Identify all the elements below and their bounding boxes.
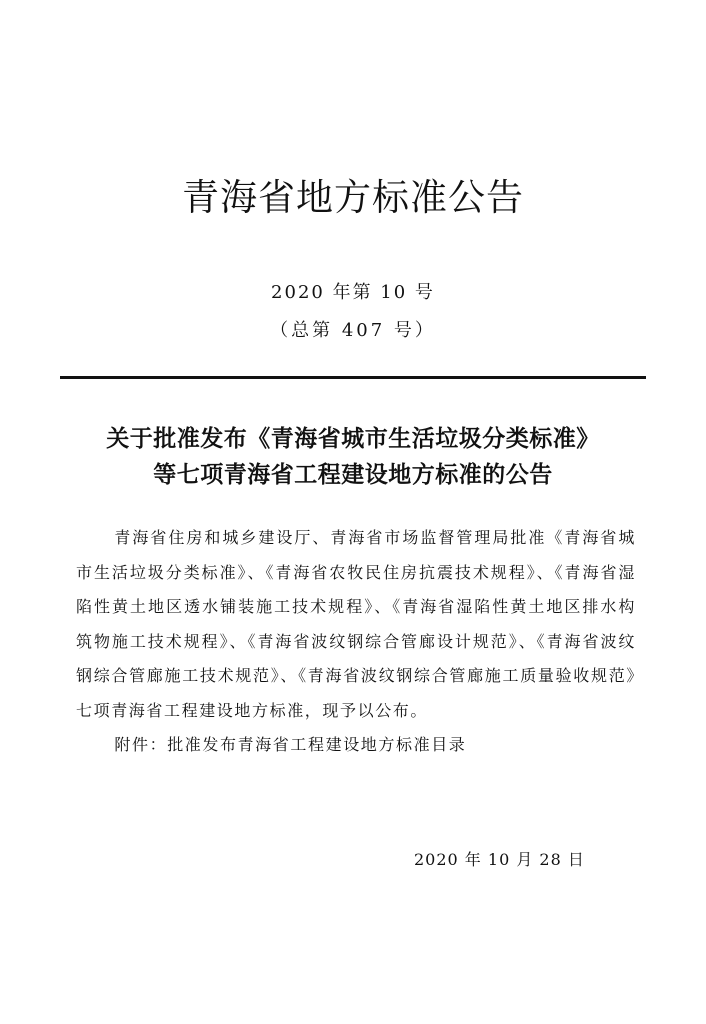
attachment-line: 附件：批准发布青海省工程建设地方标准目录 [114,735,467,754]
total-issue-number: （总第 407 号） [270,320,436,341]
notice-paragraph: 青海省住房和城乡建设厅、青海省市场监督管理局批准《青海省城市生活垃圾分类标准》、《青海省农牧民住房抗震技术规程》、《青海省湿陷性黄土地区透水铺装施工技术规程》、《青海省湿陷性黄土地区排水构筑物施工技术规程》、《青海省波纹钢综合管廊设计规范》、《青海省波纹钢综合管廊施工技术规范》、《青海省波纹钢综合管廊施工质量验收规范》七项青海省工程建设地方标准，现予以公布。 [76,528,636,720]
notice-body [76,521,636,763]
notice-title [0,421,706,493]
notice-title-line-1: 关于批准发布《青海省城市生活垃圾分类标准》 [106,425,600,452]
notice-title-line-2: 等七项青海省工程建设地方标准的公告 [153,461,553,488]
issue-date: 2020 年 10 月 28 日 [414,850,585,869]
document-header-title: 青海省地方标准公告 [182,176,524,219]
header-divider [60,376,646,379]
issue-number: 2020 年第 10 号 [271,282,435,303]
